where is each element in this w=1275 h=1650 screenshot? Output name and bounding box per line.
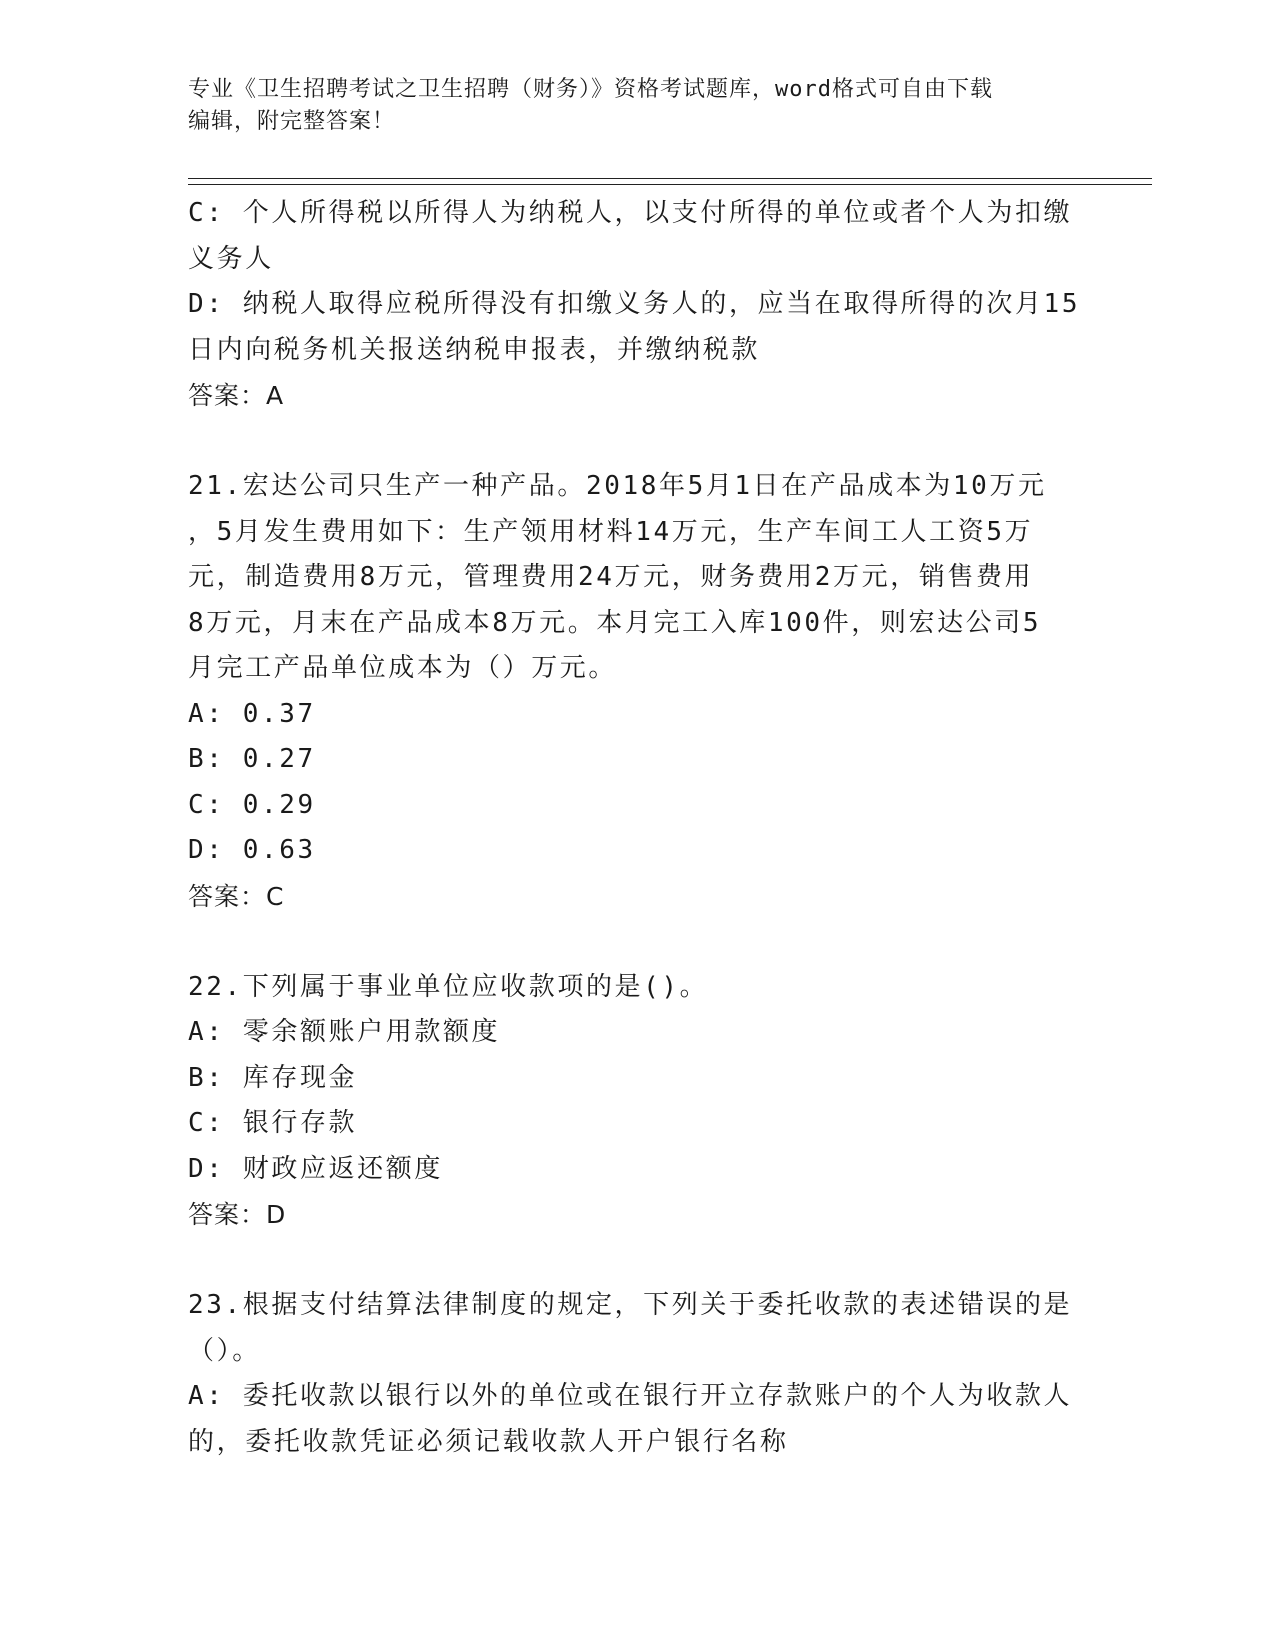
- q21-option-a: A: 0.37: [188, 698, 316, 729]
- prev-option-d-line-2: 日内向税务机关报送纳税申报表，并缴纳税款: [188, 334, 761, 365]
- question-list: [188, 191, 1081, 1465]
- q21-stem-line-2: ，5月发生费用如下：生产领用材料14万元，生产车间工人工资5万: [188, 516, 1034, 547]
- prev-option-d-line-1: D: 纳税人取得应税所得没有扣缴义务人的，应当在取得所得的次月15: [188, 289, 1081, 319]
- prev-option-c-line-2: 义务人: [188, 243, 274, 274]
- q21-stem-line-3: 元，制造费用8万元，管理费用24万元，财务费用2万元，销售费用: [188, 562, 1034, 592]
- q23-stem-line-1: 23.根据支付结算法律制度的规定，下列关于委托收款的表述错误的是: [188, 1290, 1073, 1320]
- prev-answer: 答案：A: [188, 381, 285, 410]
- q23-option-a-line-1: A: 委托收款以银行以外的单位或在银行开立存款账户的个人为收款人: [188, 1381, 1073, 1411]
- q21-stem-line-1: 21.宏达公司只生产一种产品。2018年5月1日在产品成本为10万元: [188, 471, 1047, 501]
- q22-option-d: D: 财政应返还额度: [188, 1153, 443, 1184]
- spacer: [188, 419, 1068, 465]
- header-line-2: 编辑，附完整答案！: [188, 109, 396, 134]
- spacer: [188, 919, 1068, 965]
- q21-option-c: C: 0.29: [188, 789, 316, 820]
- prev-option-c-line-1: C: 个人所得税以所得人为纳税人，以支付所得的单位或者个人为扣缴: [188, 198, 1073, 228]
- q21-answer: 答案：C: [188, 881, 285, 911]
- q21-stem-line-5: 月完工产品单位成本为（）万元。: [188, 653, 618, 683]
- q22-option-c: C: 银行存款: [188, 1108, 358, 1138]
- q22-answer: 答案：D: [188, 1200, 287, 1229]
- q22-option-a: A: 零余额账户用款额度: [188, 1017, 501, 1047]
- q21-option-d: D: 0.63: [188, 835, 316, 865]
- document-header: [188, 74, 1068, 138]
- header-divider-bottom: [188, 184, 1152, 185]
- q23-stem-line-2: （）。: [188, 1335, 261, 1366]
- q22-stem: 22.下列属于事业单位应收款项的是()。: [188, 971, 709, 1002]
- q21-stem-line-4: 8万元，月末在产品成本8万元。本月完工入库100件，则宏达公司5: [188, 607, 1042, 638]
- q22-option-b: B: 库存现金: [188, 1062, 358, 1093]
- header-line-1: 专业《卫生招聘考试之卫生招聘（财务）》资格考试题库，word格式可自由下载: [188, 77, 993, 102]
- q23-option-a-line-2: 的，委托收款凭证必须记载收款人开户银行名称: [188, 1426, 789, 1457]
- spacer: [188, 1238, 1068, 1284]
- header-divider-top: [188, 178, 1152, 179]
- q21-option-b: B: 0.27: [188, 744, 316, 774]
